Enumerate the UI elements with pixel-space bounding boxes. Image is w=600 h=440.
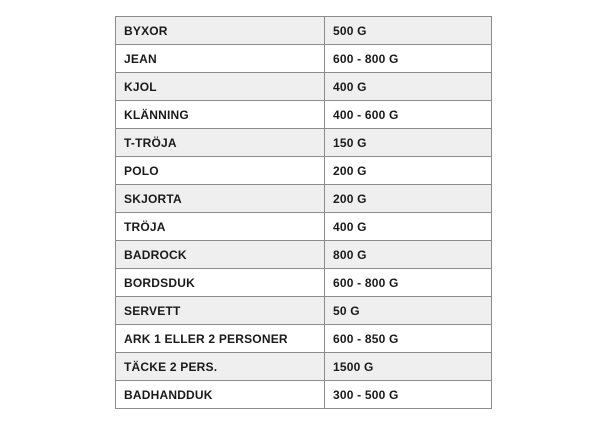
- item-name-cell: BADROCK: [116, 241, 325, 269]
- item-name-cell: T-TRÖJA: [116, 129, 325, 157]
- item-name-cell: TRÖJA: [116, 213, 325, 241]
- table-row: [116, 45, 492, 73]
- table-row: [116, 101, 492, 129]
- item-weight-cell: 50 G: [325, 297, 492, 325]
- item-weight-cell: 600 - 800 G: [325, 269, 492, 297]
- item-weight-cell: 400 - 600 G: [325, 101, 492, 129]
- table-row: [116, 129, 492, 157]
- item-name-cell: TÄCKE 2 PERS.: [116, 353, 325, 381]
- item-name-cell: BADHANDDUK: [116, 381, 325, 409]
- item-name-cell: BYXOR: [116, 17, 325, 45]
- item-weight-cell: 300 - 500 G: [325, 381, 492, 409]
- item-name-cell: BORDSDUK: [116, 269, 325, 297]
- table-row: [116, 73, 492, 101]
- item-weight-cell: 150 G: [325, 129, 492, 157]
- item-name-cell: SERVETT: [116, 297, 325, 325]
- item-name-cell: SKJORTA: [116, 185, 325, 213]
- table-row: [116, 381, 492, 409]
- item-weight-cell: 400 G: [325, 213, 492, 241]
- item-weight-cell: 200 G: [325, 185, 492, 213]
- item-weight-cell: 500 G: [325, 17, 492, 45]
- item-name-cell: JEAN: [116, 45, 325, 73]
- table-row: [116, 353, 492, 381]
- item-name-cell: KJOL: [116, 73, 325, 101]
- table-row: [116, 157, 492, 185]
- table-row: [116, 325, 492, 353]
- item-weight-cell: 200 G: [325, 157, 492, 185]
- item-weight-cell: 1500 G: [325, 353, 492, 381]
- laundry-weight-table: [115, 16, 492, 409]
- table-row: [116, 213, 492, 241]
- table-row: [116, 269, 492, 297]
- item-name-cell: POLO: [116, 157, 325, 185]
- item-weight-cell: 600 - 850 G: [325, 325, 492, 353]
- table-row: [116, 17, 492, 45]
- table-row: [116, 185, 492, 213]
- table-row: [116, 297, 492, 325]
- item-weight-cell: 600 - 800 G: [325, 45, 492, 73]
- item-name-cell: ARK 1 ELLER 2 PERSONER: [116, 325, 325, 353]
- item-name-cell: KLÄNNING: [116, 101, 325, 129]
- table-row: [116, 241, 492, 269]
- item-weight-cell: 800 G: [325, 241, 492, 269]
- item-weight-cell: 400 G: [325, 73, 492, 101]
